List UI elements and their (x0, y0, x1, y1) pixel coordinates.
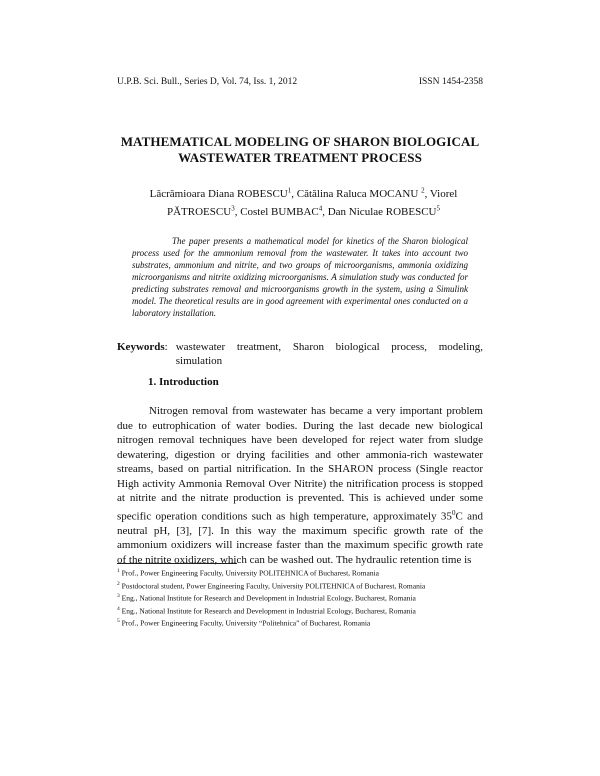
footnote: $^4$ Eng., National Institute for Research and Development in Industrial Ecology, Bucharest, Romania (117, 605, 416, 615)
author-list (120, 183, 487, 220)
issn: ISSN 1454-2358 (418, 77, 483, 87)
abstract: The paper presents a mathematical model for kinetics of the Sharon biological process used for the ammonium removal from the wastewater. It takes into account two substrates, ammonium and nitrite, and two groups of microorganisms, ammonia oxidizing microorganisms and nitrite oxidizing microorganisms. A simulation study was conducted for predicting substrates removal and microorganisms growth in the system, using a Simulink model. The theoretical results are in good agreement with experimental ones conducted on a laboratory installation. (132, 236, 468, 318)
author: Dan Niculae ROBESCU$^5$ (327, 204, 440, 219)
footnote: $^1$ Prof., Power Engineering Faculty, University POLITEHNICA of Bucharest, Romania (117, 568, 380, 578)
author: Cătălina Raluca MOCANU $^2$, (296, 186, 430, 200)
author: Viorel PĂTROESCU$^3$, (167, 187, 458, 219)
footnote: $^5$ Prof., Power Engineering Faculty, University “Politehnica” of Bucharest, Romania (117, 618, 371, 628)
keywords-text: wastewater treatment, Sharon biological process, modeling, simulation (175, 341, 483, 367)
footnote: $^3$ Eng., National Institute for Research and Development in Industrial Ecology, Bucharest, Romania (117, 593, 416, 603)
footnotes (117, 566, 490, 629)
running-header (117, 77, 483, 87)
journal-citation: U.P.B. Sci. Bull., Series D, Vol. 74, Iss. 1, 2012 (117, 77, 298, 87)
author-mark: 4 (318, 204, 323, 213)
body-paragraph: Nitrogen removal from wastewater has became a very important problem due to eutrophication of water bodies. During the last decade new biological nitrogen removal techniques have been developed for reject water from sludge dewatering, digestion or drying facilities and other ammonia-rich wastewater streams, based on partial nitrification. In the SHARON process (Single reactor High activity Ammonia Removal Over Nitrite) the nitrification process is stopped at nitrite and the nitrate production is prevented. This is achieved under some specific operation conditions such as high temperature, approximately $35^0C$ and neutral pH, [3], [7]. In this way the maximum specific growth rate of the ammonium oxidizers will increase faster than the maximum specific growth rate of the nitrite oxidizers, which can be washed out. The hydraulic retention time is (117, 405, 483, 566)
author: Lăcrămioara Diana ROBESCU$^1$, (149, 186, 297, 200)
footnote: $^2$ Postdoctoral student, Power Engineering Faculty, University POLITEHNICA of Bucharest, Romania (117, 580, 426, 590)
title-line-1: MATHEMATICAL MODELING OF SHARON BIOLOGICAL (120, 134, 480, 149)
keywords (117, 340, 483, 368)
footnote-divider (117, 563, 237, 564)
section-heading: 1. Introduction (148, 376, 219, 388)
author-mark: 1 (287, 186, 292, 194)
author-mark: 5 (436, 204, 440, 213)
paper-title (100, 134, 500, 166)
author-mark: 2 (421, 186, 425, 194)
degree-superscript: 0 (451, 508, 456, 517)
author-mark: 3 (231, 204, 235, 213)
author: Costel BUMBAC$^4$, (240, 204, 328, 219)
title-line-2: WASTEWATER TREATMENT PROCESS (178, 150, 422, 165)
keywords-label: Keywords: (117, 341, 168, 353)
